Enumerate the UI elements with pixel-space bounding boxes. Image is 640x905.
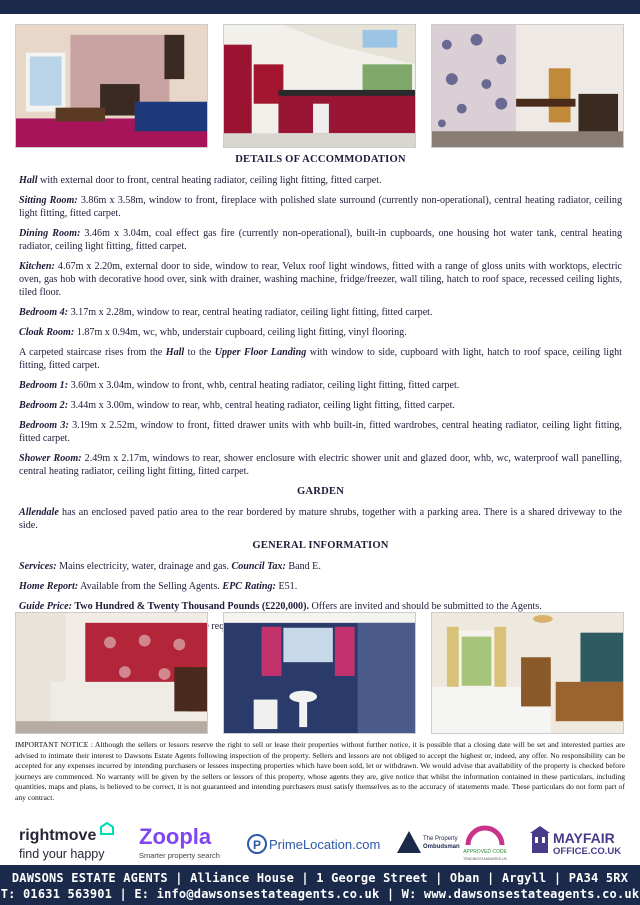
mayfair-domain: OFFICE.CO.UK bbox=[553, 846, 622, 857]
bedroom-4-paragraph bbox=[19, 306, 622, 319]
dining-room-text: 3.46m x 3.04m, coal effect gas fire (currently non-operational), built-in cupboards, one housing hot water tank, central heating radiator, ceiling light fitting, fitted carpet. bbox=[19, 228, 622, 252]
guide-price-text: Offers are invited and should be submitted to the Agents. bbox=[308, 601, 542, 612]
cloak-room-text: 1.87m x 0.94m, wc, whb, understair cupboard, ceiling light fitting, vinyl flooring. bbox=[74, 327, 407, 338]
council-tax-text: Band E. bbox=[285, 561, 321, 572]
zoopla-logo[interactable] bbox=[139, 823, 239, 863]
kitchen-paragraph bbox=[19, 260, 622, 299]
rightmove-wordmark: rightmove bbox=[19, 827, 97, 844]
portal-logos bbox=[15, 823, 625, 863]
staircase-landing: Upper Floor Landing bbox=[214, 347, 307, 358]
photo-dining-room bbox=[431, 24, 624, 148]
zoopla-tagline: Smarter property search bbox=[139, 851, 220, 860]
guide-price-value: Two Hundred & Twenty Thousand Pounds (£220,000). bbox=[71, 601, 309, 612]
bedroom-3-label: Bedroom 3: bbox=[19, 420, 69, 431]
staircase-paragraph bbox=[19, 346, 622, 372]
bedroom-1-label: Bedroom 1: bbox=[19, 380, 69, 391]
rightmove-tagline: find your happy bbox=[19, 847, 105, 861]
bedroom-3-paragraph bbox=[19, 419, 622, 445]
agent-footer bbox=[0, 865, 640, 905]
shower-room-paragraph bbox=[19, 452, 622, 478]
cloak-room-label: Cloak Room: bbox=[19, 327, 75, 338]
garden-name: Allendale bbox=[19, 507, 59, 518]
garden-text: has an enclosed paved patio area to the rear bordered by mature shrubs, together with a parking area. There is a shared driveway to the side. bbox=[19, 507, 622, 531]
shower-room-text: 2.49m x 2.17m, windows to rear, shower enclosure with electric shower unit and glazed door, whb, wc, waterproof wall panelling, central heating radiator, ceiling light fitting, fitted carpet. bbox=[19, 453, 622, 477]
photo-kitchen bbox=[223, 24, 416, 148]
bedroom-3-text: 3.19m x 2.52m, window to front, fitted drawer units with whb built-in, fitted wardrobes, central heating radiator, ceiling light fitting, fitted carpet. bbox=[19, 420, 622, 444]
guide-price-label: Guide Price: bbox=[19, 601, 72, 612]
primelocation-logo[interactable] bbox=[247, 823, 381, 863]
ombudsman-line2: Ombudsman bbox=[423, 844, 460, 850]
services-label: Services: bbox=[19, 561, 57, 572]
zoopla-wordmark: Zoopla bbox=[139, 824, 212, 849]
staircase-hall: Hall bbox=[165, 347, 185, 358]
photo-shower-room bbox=[223, 612, 416, 734]
dining-room-label: Dining Room: bbox=[19, 228, 81, 239]
home-report-paragraph bbox=[19, 580, 622, 593]
property-details bbox=[19, 153, 622, 640]
staircase-pre: A carpeted staircase rises from the bbox=[19, 347, 166, 358]
bedroom-2-label: Bedroom 2: bbox=[19, 400, 69, 411]
important-notice bbox=[15, 740, 625, 804]
ombudsman-icon bbox=[397, 831, 421, 853]
epc-text: E51. bbox=[275, 581, 298, 592]
footer-contacts[interactable]: T: 01631 563901 | E: info@dawsonsestateagents.co.uk | W: www.dawsonsestateagents.co.uk bbox=[0, 887, 640, 901]
hall-label: Hall bbox=[19, 175, 38, 186]
approved-code-line1: APPROVED CODE bbox=[463, 849, 507, 855]
services-paragraph bbox=[19, 560, 622, 573]
services-text: Mains electricity, water, drainage and gas. bbox=[56, 561, 232, 572]
staircase-mid: to the bbox=[184, 347, 215, 358]
rightmove-logo[interactable] bbox=[19, 823, 119, 863]
top-bar bbox=[0, 0, 640, 14]
mayfair-office-logo[interactable] bbox=[530, 823, 625, 863]
epc-label: EPC Rating: bbox=[222, 581, 276, 592]
kitchen-label: Kitchen: bbox=[19, 261, 55, 272]
staircase-post: with window to side, cupboard with light, hatch to roof space, ceiling light fitting, fitted carpet. bbox=[19, 347, 622, 371]
home-report-label: Home Report: bbox=[19, 581, 79, 592]
cloak-room-paragraph bbox=[19, 326, 622, 339]
shower-room-label: Shower Room: bbox=[19, 453, 82, 464]
mayfair-wordmark: MAYFAIR bbox=[553, 830, 615, 846]
photo-sitting-room bbox=[15, 24, 208, 148]
bedroom-4-text: 3.17m x 2.28m, window to rear, central heating radiator, ceiling light fitting, fitted carpet. bbox=[68, 307, 433, 318]
svg-text:P: P bbox=[253, 838, 262, 852]
hall-text: with external door to front, central heating radiator, ceiling light fitting, fitted carpet. bbox=[37, 175, 382, 186]
dining-room-paragraph bbox=[19, 227, 622, 253]
sitting-room-paragraph bbox=[19, 194, 622, 220]
approved-code-logo[interactable] bbox=[460, 823, 510, 863]
photo-bedroom-wood bbox=[431, 612, 624, 734]
bedroom-4-label: Bedroom 4: bbox=[19, 307, 69, 318]
council-tax-label: Council Tax: bbox=[231, 561, 286, 572]
footer-address: DAWSONS ESTATE AGENTS | Alliance House | 1 George Street | Oban | Argyll | PA34 5RX bbox=[11, 871, 629, 885]
notice-text: : Although the sellers or lessors reserve the right to sell or lease their properties without further notice, it is possible that a closing date will be set and interested parties are advised to intimate their interest to Dawsons Estate Agents following inspection of the property. Sellers and lessors are not obliged to accept the highest or, indeed, any offer. No responsibility can be accepted for any expenses incurred by intending purchasers or lessees inspecting properties which have been sold, let or withdrawn. We would advise that availability of the property is checked before journeys are commenced. No warranty will be given by the sellers or lessors of this property, whose agents they are, give notice that whilst the information contained in these particulars, including quantities, maps and plans, is believed to be correct, it is not guaranteed and intending purchasers must satisfy themselves as to the accuracy of statements made. These particulars do not form part of any contract. bbox=[15, 740, 625, 802]
sitting-room-label: Sitting Room: bbox=[19, 195, 78, 206]
bedroom-2-paragraph bbox=[19, 399, 622, 412]
bedroom-1-paragraph bbox=[19, 379, 622, 392]
approved-code-line2: TRADINGSTANDARDS.UK bbox=[462, 857, 508, 861]
bedroom-2-text: 3.44m x 3.00m, window to rear, whb, central heating radiator, ceiling light fitting, fitted carpet. bbox=[68, 400, 455, 411]
hall-paragraph bbox=[19, 174, 622, 187]
rightmove-house-icon bbox=[101, 823, 113, 834]
property-ombudsman-logo[interactable] bbox=[395, 823, 460, 863]
primelocation-wordmark: PrimeLocation.com bbox=[269, 837, 381, 852]
bedroom-1-text: 3.60m x 3.04m, window to front, whb, central heating radiator, ceiling light fitting, fitted carpet. bbox=[68, 380, 460, 391]
mayfair-building-icon bbox=[530, 826, 550, 853]
sitting-room-text: 3.86m x 3.58m, window to front, fireplace with polished slate surround (currently non-operational), central heating radiator, ceiling light fitting, fitted carpet. bbox=[19, 195, 622, 219]
ombudsman-line1: The Property bbox=[423, 836, 458, 842]
notice-label: IMPORTANT NOTICE bbox=[15, 740, 89, 749]
home-report-text: Available from the Selling Agents. bbox=[78, 581, 223, 592]
details-heading: DETAILS OF ACCOMMODATION bbox=[235, 154, 406, 165]
garden-heading: GARDEN bbox=[296, 486, 345, 497]
garden-paragraph bbox=[19, 506, 622, 532]
general-heading: GENERAL INFORMATION bbox=[252, 540, 389, 551]
photo-bedroom-red bbox=[15, 612, 208, 734]
approved-code-arc-icon bbox=[468, 828, 502, 845]
kitchen-text: 4.67m x 2.20m, external door to side, window to rear, Velux roof light windows, fitted with a range of gloss units with worktops, electric oven, gas hob with decorative hood over, sink with drainer, washing machine, fridge/freezer, wall tiling, hatch to roof space, recessed ceiling lights, tiled floor. bbox=[19, 261, 622, 298]
